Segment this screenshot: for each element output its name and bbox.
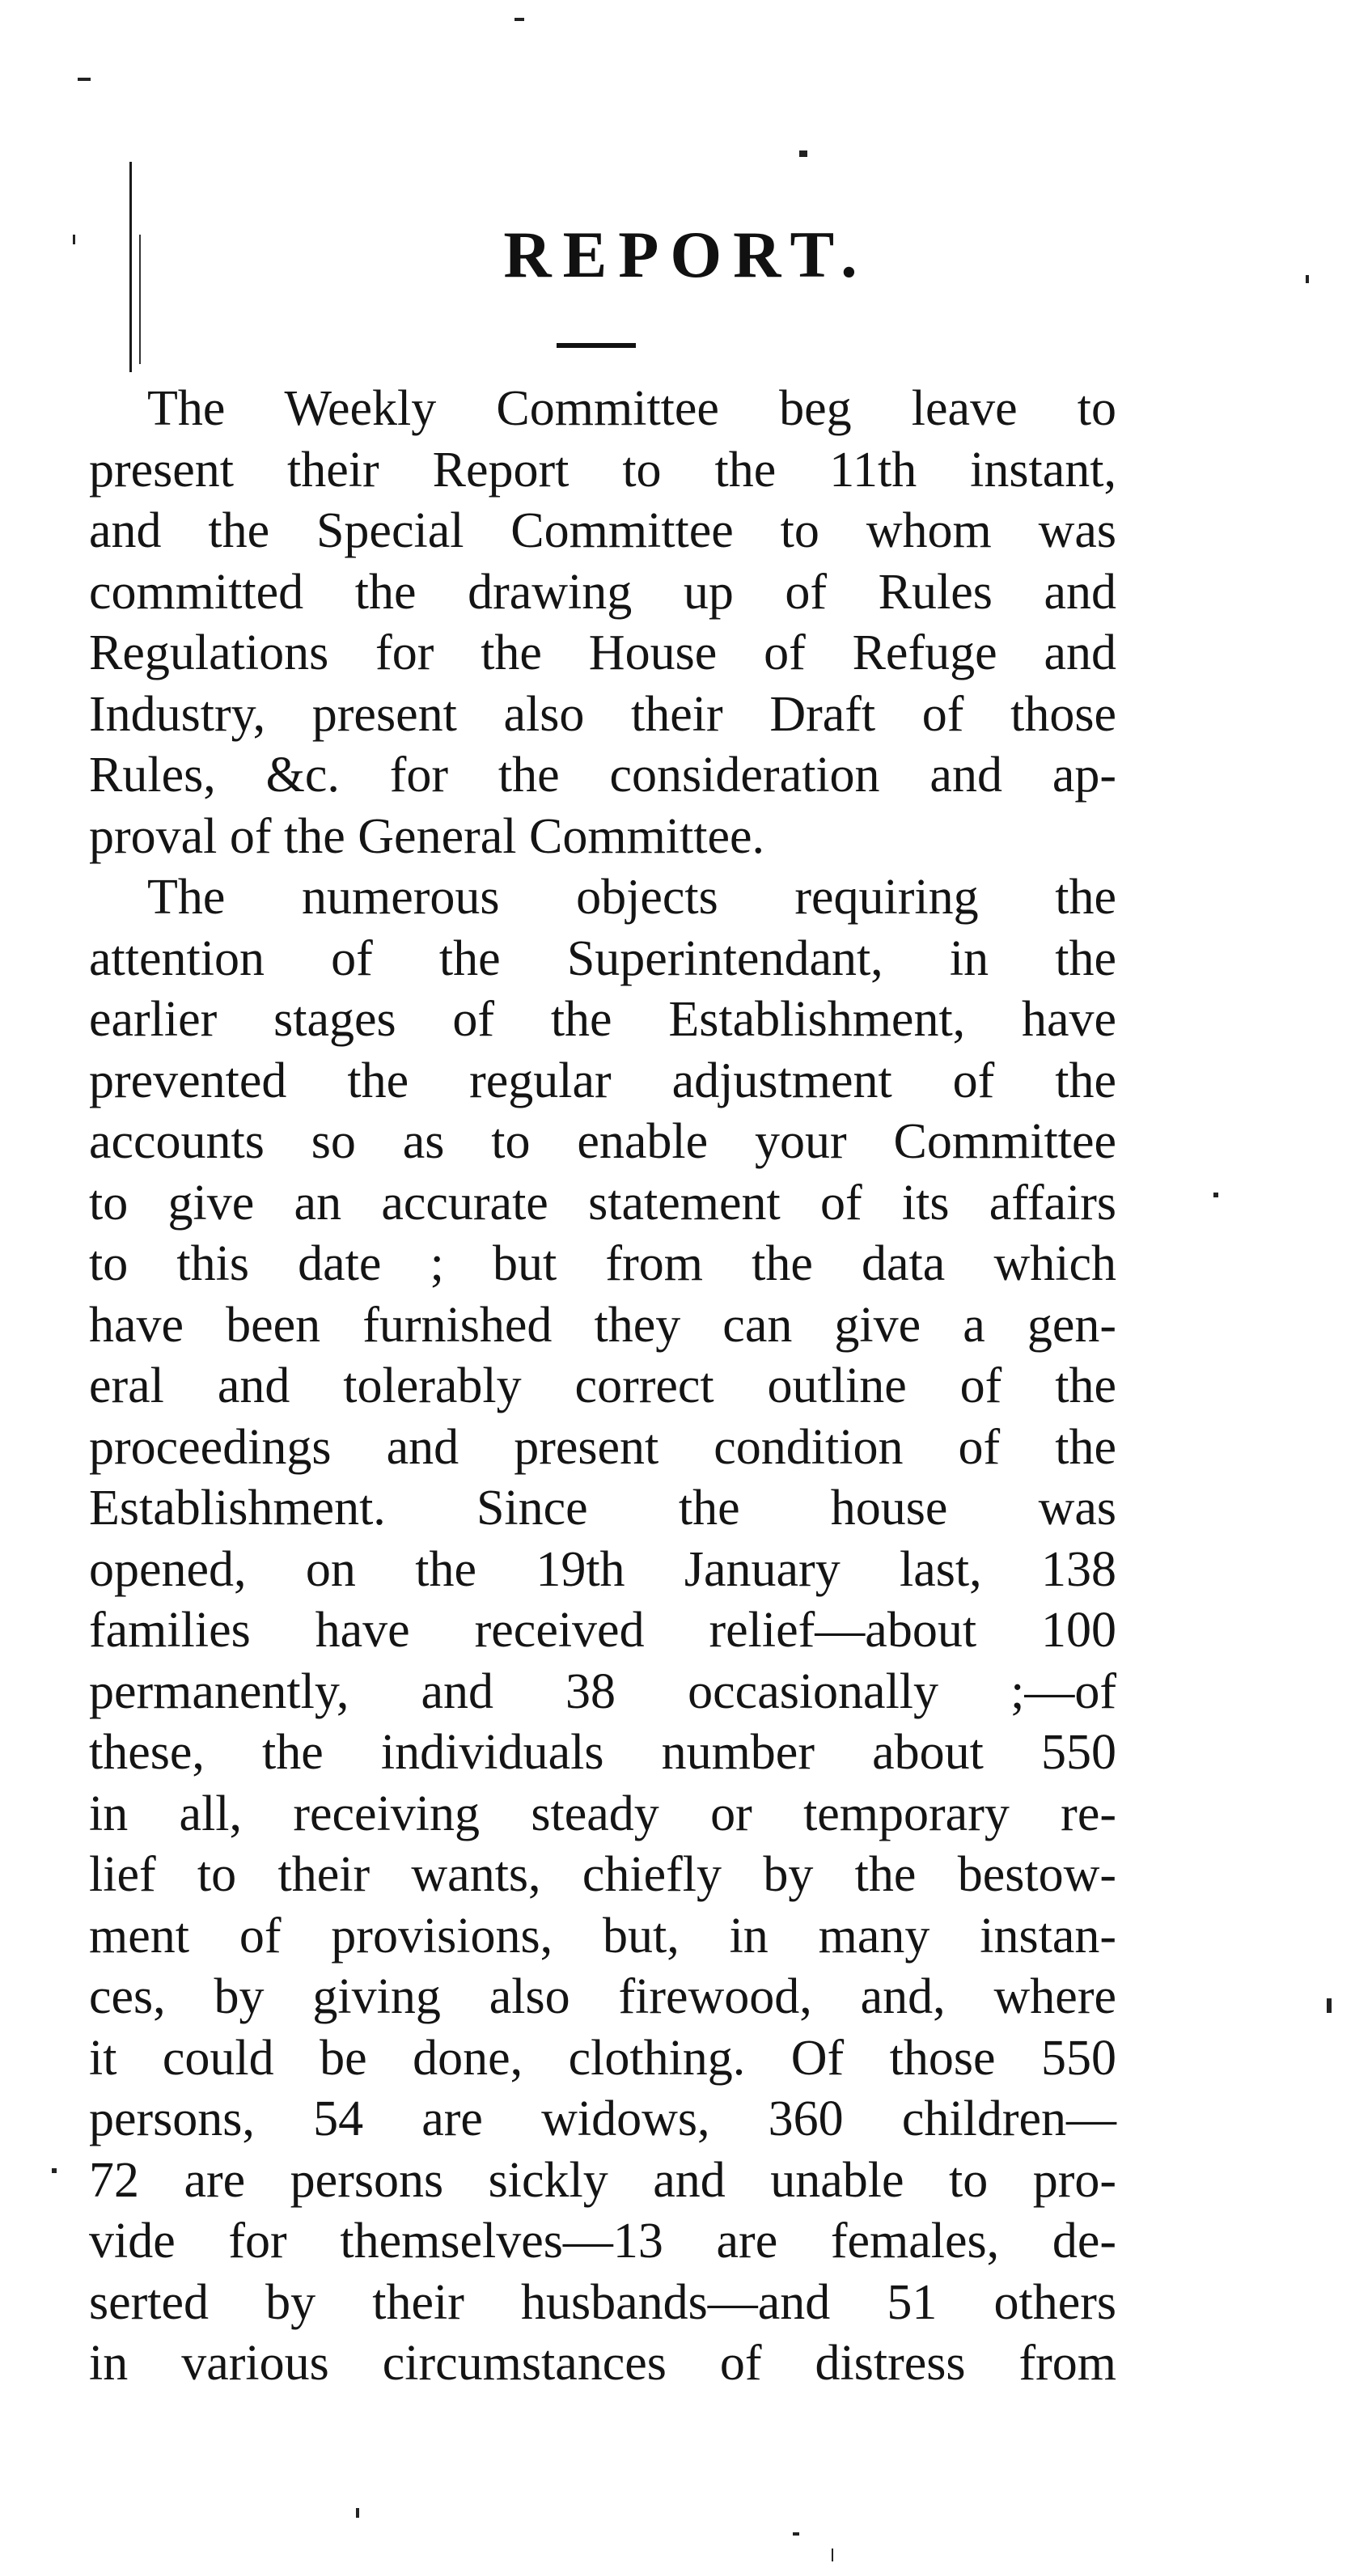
text-line: The numerous objects requiring the bbox=[147, 870, 1116, 925]
text-line: to this date ; but from the data which bbox=[89, 1236, 1116, 1291]
text-line: and the Special Committee to whom was bbox=[89, 503, 1116, 558]
text-line: proval of the General Committee. bbox=[89, 808, 765, 864]
text-line: persons, 54 are widows, 360 children— bbox=[89, 2091, 1116, 2146]
text-line: prevented the regular adjustment of the bbox=[89, 1053, 1116, 1108]
text-line: permanently, and 38 occasionally ;—of bbox=[89, 1663, 1116, 1719]
text-line: attention of the Superintendant, in the bbox=[89, 930, 1116, 986]
scan-speck bbox=[514, 18, 524, 21]
text-line: ces, by giving also firewood, and, where bbox=[89, 1969, 1116, 2024]
paragraph bbox=[89, 867, 1116, 2395]
text-line: 72 are persons sickly and unable to pro- bbox=[89, 2152, 1116, 2208]
text-line: Establishment. Since the house was bbox=[89, 1481, 1116, 1536]
text-line: vide for themselves—13 are females, de- bbox=[89, 2214, 1116, 2269]
text-line: Regulations for the House of Refuge and bbox=[89, 625, 1116, 680]
scan-speck bbox=[52, 2168, 57, 2173]
text-line: Industry, present also their Draft of those bbox=[89, 686, 1116, 742]
scan-speck bbox=[356, 2508, 359, 2518]
scan-speck bbox=[832, 2548, 833, 2561]
title-rule bbox=[557, 343, 636, 348]
text-line: families have received relief—about 100 bbox=[89, 1603, 1116, 1658]
text-line: it could be done, clothing. Of those 550 bbox=[89, 2030, 1116, 2086]
text-line: committed the drawing up of Rules and bbox=[89, 564, 1116, 620]
scan-speck bbox=[799, 150, 807, 157]
text-line: have been furnished they can give a gen- bbox=[89, 1297, 1116, 1353]
report-body bbox=[89, 379, 1116, 2395]
text-line: opened, on the 19th January last, 138 bbox=[89, 1541, 1116, 1597]
page-title: REPORT. bbox=[503, 218, 869, 291]
scan-speck bbox=[1213, 1193, 1218, 1197]
text-line: accounts so as to enable your Committee bbox=[89, 1114, 1116, 1169]
text-line: eral and tolerably correct outline of the bbox=[89, 1358, 1116, 1413]
text-line: in various circumstances of distress from bbox=[89, 2336, 1116, 2391]
text-line: these, the individuals number about 550 bbox=[89, 1725, 1116, 1780]
text-line: earlier stages of the Establishment, have bbox=[89, 992, 1116, 1047]
text-line: present their Report to the 11th instant, bbox=[89, 442, 1116, 498]
text-line: lief to their wants, chiefly by the bestow- bbox=[89, 1847, 1116, 1902]
text-line: in all, receiving steady or temporary re- bbox=[89, 1786, 1116, 1841]
text-line: serted by their husbands—and 51 others bbox=[89, 2274, 1116, 2330]
scan-speck bbox=[78, 78, 91, 81]
paragraph bbox=[89, 379, 1116, 867]
text-line: proceedings and present condition of the bbox=[89, 1419, 1116, 1475]
text-line: The Weekly Committee beg leave to bbox=[147, 381, 1116, 436]
scan-speck bbox=[793, 2532, 799, 2536]
scan-speck bbox=[1327, 1998, 1332, 2013]
text-line: to give an accurate statement of its affairs bbox=[89, 1175, 1116, 1231]
text-line: ment of provisions, but, in many instan- bbox=[89, 1908, 1116, 1964]
text-line: Rules, &c. for the consideration and ap- bbox=[89, 748, 1116, 803]
